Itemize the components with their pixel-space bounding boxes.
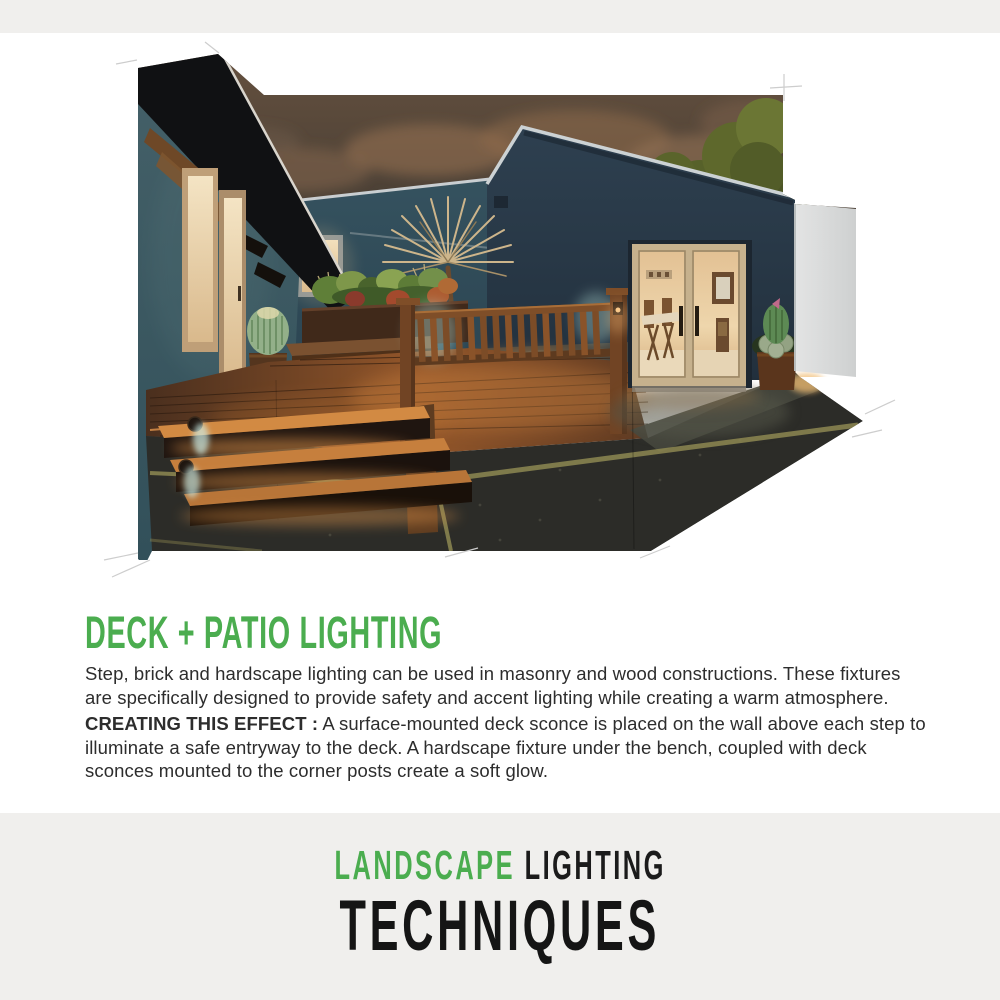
section-title-text: DECK + PATIO LIGHTING xyxy=(85,607,443,658)
left-window xyxy=(182,168,218,352)
intro-line-1: Step, brick and hardscape lighting can be used in masonry and wood constructions. These fixtures xyxy=(85,663,901,684)
effect-line-2: illuminate a safe entryway to the deck. A hardscape fixture under the bench, coupled with deck xyxy=(85,736,867,758)
effect-paragraph xyxy=(85,712,926,783)
brand-title-text: TECHNIQUES xyxy=(339,887,661,966)
page-title xyxy=(85,607,643,658)
brand-line xyxy=(0,842,1000,888)
effect-label: CREATING THIS EFFECT : xyxy=(85,713,319,734)
brand-word-lighting: LIGHTING xyxy=(524,842,666,888)
post-sconce xyxy=(607,302,629,334)
brand-word-landscape: LANDSCAPE xyxy=(334,842,515,888)
effect-line-1 xyxy=(85,712,926,736)
intro-paragraph xyxy=(85,662,901,709)
brand-footer xyxy=(0,813,1000,1000)
effect-line-1-rest: A surface-mounted deck sconce is placed on the wall above each step to xyxy=(318,713,926,734)
french-doors xyxy=(628,240,752,392)
gray-side-panel xyxy=(795,203,856,377)
effect-line-3: sconces mounted to the corner posts create a soft glow. xyxy=(85,760,549,781)
brand-title xyxy=(0,887,1000,966)
intro-line-2: are specifically designed to provide safety and accent lighting while creating a warm atmosphere. xyxy=(85,686,889,708)
